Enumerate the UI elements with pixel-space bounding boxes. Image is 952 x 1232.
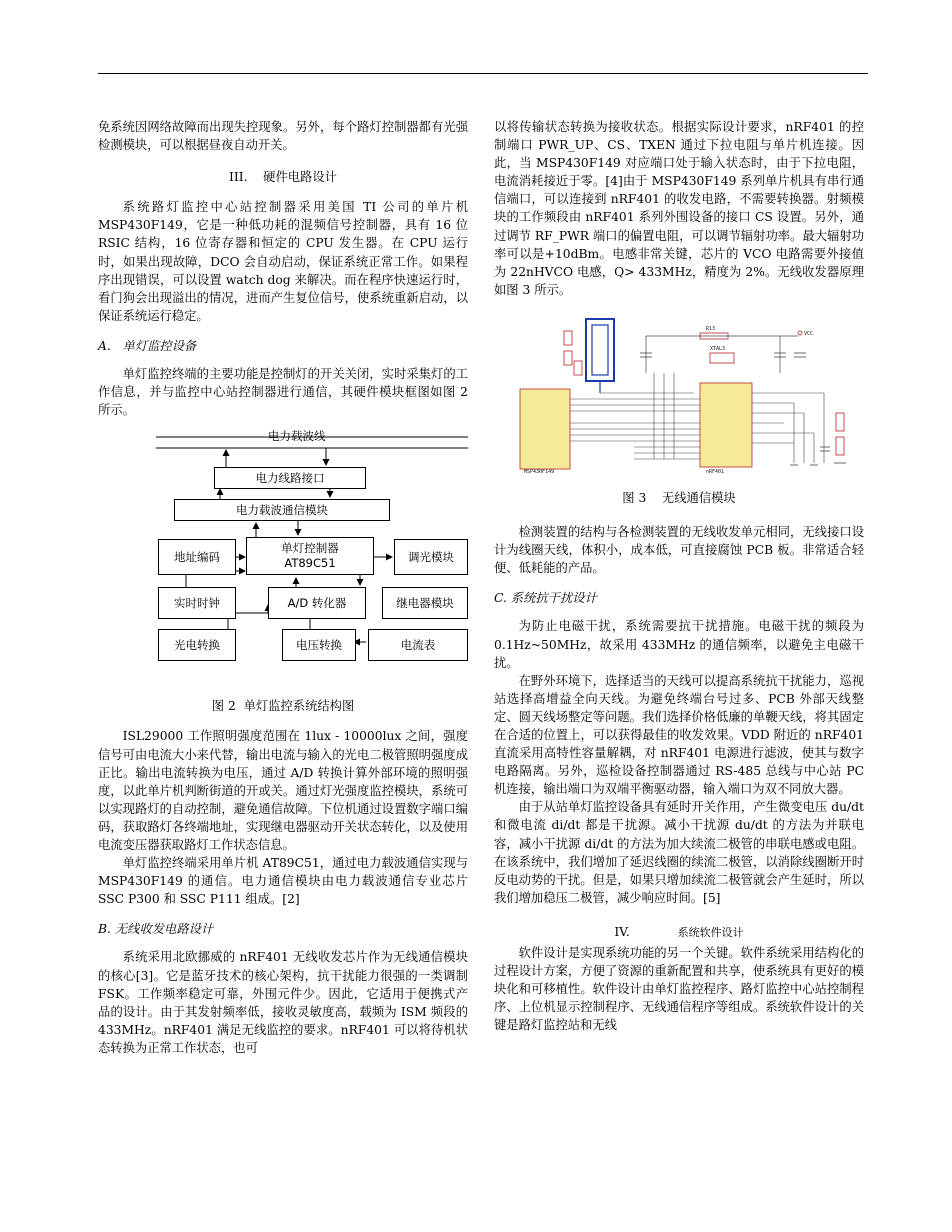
mcu-box xyxy=(246,537,374,575)
subsection-heading-a: A. 单灯监控设备 xyxy=(98,338,197,353)
right-column xyxy=(494,118,864,1034)
paragraph: 在野外环境下，选择适当的天线可以提高系统抗干扰能力，巡视站选择高增益全向天线。为避免终端台号过多、PCB 外部天线整定、圆天线场整定等问题。我们选择价格低廉的单鞭天线，将其固定在合适的位置上，可以获得最佳的收发效果。VDD 附近的 nRF401 直流采用高特性容量解耦，对 nRF401 电源进行滤波，使其与数字电路隔离。另外，巡检设备控制器通过 RS-485 总线与中心站 PC 机连接，输出端口为双端平衡驱动器，输入端口为双不同放大器。 xyxy=(494,673,864,797)
relay-box: 继电器模块 xyxy=(382,587,468,619)
paragraph: 单灯监控终端采用单片机 AT89C51，通过电力载波通信实现与 MSP430F149 的通信。电力通信模块由电力载波通信专业芯片 SSC P300 和 SSC P111 组成。[2] xyxy=(98,856,468,907)
photoelectric-box: 光电转换 xyxy=(158,629,236,661)
figure-3-schematic xyxy=(494,313,864,483)
mcu-part-label: MSP430F149 xyxy=(524,468,555,475)
chip-part-label: nRF401 xyxy=(706,468,725,475)
paragraph: 软件设计是实现系统功能的另一个关键。软件系统采用结构化的过程设计方案，方便了资源的重新配置和共享，使系统具有更好的模块化和可移植性。软件设计由单灯监控程序、路灯监控中心站控制程序、上位机显示控制程序、无线通信程序等组成。系统软件设计的关键是路灯监控站和无线 xyxy=(494,946,864,1033)
schematic-drawing xyxy=(494,313,864,483)
paragraph: ISL29000 工作照明强度范围在 1lux - 10000lux 之间，强度信号可由电流大小来代替，输出电流与输入的光电二极管照明强度成正比。输出电流转换为电压，通过 A/D 转换计算外部环境的照明强度，以此单片机判断街道的开或关。通过灯光强度监控模块，系统可以实现路灯的自动控制，避免通信故障。下位机通过设置数字端口编码，获取路灯各终端地址，实现继电器驱动开关状态转化，以及使用电流变压器获取路灯工作状态信息。 xyxy=(98,729,468,852)
paragraph: 系统路灯监控中心站控制器采用美国 TI 公司的单片机 MSP430F149，它是一种低功耗的混频信号控制器，具有 16 位 RSIC 结构，16 位寄存器和恒定的 CPU 发生器。在 CPU 运行时，如果出现故障，DCO 会自动启动，保证系统正常工作。如果程序出现错误，可以设置 watch dog 来解决。而在程序快速运行时，看门狗会出现溢出的情况，进而产生复位信号，使系统重新启动，以保证系统运行稳定。 xyxy=(98,200,468,323)
plc-module-box: 电力载波通信模块 xyxy=(174,499,390,521)
header-rule xyxy=(98,73,868,74)
figure-2-caption: 图 2 单灯监控系统结构图 xyxy=(211,699,355,714)
ammeter-box: 电流表 xyxy=(368,629,468,661)
paragraph: 单灯监控终端的主要功能是控制灯的开关关闭，实时采集灯的工作信息，并与监控中心站控制器进行通信，其硬件模块框图如图 2 所示。 xyxy=(98,367,468,418)
subsection-heading-c: C. 系统抗干扰设计 xyxy=(494,591,597,606)
paragraph: 以将传输状态转换为接收状态。根据实际设计要求，nRF401 的控制端口 PWR_UP、CS、TXEN 通过下拉电阻与单片机连接。因此，当 MSP430F149 对应端口处于输入状态时，由于下拉电阻，电流消耗接近于零。[4]由于 MSP430F149 系列单片机具有串行通信端口，可以连接到 nRF401 的收发电路，不需要转换器。射频模块的工作频段由 nRF401 系列外围设备的接口 CS 设置。另外，通过调节 RF_PWR 端口的偏置电阻，可以调节辐射功率。最大辐射功率可以是+10dBm。电感非常关键，芯片的 VCO 电路需要外接值为 22nHVCO 电感，Q> 433MHz，精度为 2%。无线收发器原理如图 3 所示。 xyxy=(494,120,864,297)
left-column xyxy=(98,118,468,1057)
voltage-conversion-box: 电压转换 xyxy=(282,629,356,661)
paragraph: 由于从站单灯监控设备具有延时开关作用，产生微变电压 du/dt 和微电流 di/dt 都是干扰源。减小干扰源 du/dt 的方法为并联电容，减小干扰源 di/dt 的方法为加大续流二极管的串联电感或电阻。在该系统中，我们增加了延迟线圈的续流二极管，以消除线圈断开时反电动势的干扰。但是，如果只增加续流二极管就会产生延时，所以我们增加稳压二极管，减少响应时间。[5] xyxy=(494,800,864,905)
address-encoding-box: 地址编码 xyxy=(158,539,236,575)
figure-3-caption: 图 3 无线通信模块 xyxy=(622,490,736,505)
section-title: 系统软件设计 xyxy=(677,925,744,939)
adc-box: A/D 转化器 xyxy=(268,587,366,619)
xtal-label: XTAL3 xyxy=(710,345,726,352)
dimmer-box: 调光模块 xyxy=(394,539,468,575)
section-heading-hardware: III. 硬件电路设计 xyxy=(229,170,337,185)
r13-label: R13 xyxy=(706,325,716,332)
paragraph: 免系统因网络故障而出现失控现象。另外，每个路灯控制器都有光强检测模块，可以根据昼夜自动开关。 xyxy=(98,120,468,153)
section-heading-software xyxy=(494,923,864,942)
vcc-label: VCC xyxy=(804,330,814,337)
paragraph: 检测装置的结构与各检测装置的无线收发单元相同，无线接口设计为线圈天线，体积小，成本低，可直接腐蚀 PCB 板。非常适合轻便、低耗能的产品。 xyxy=(494,525,864,576)
rtc-box: 实时时钟 xyxy=(158,587,236,619)
mcu-model: AT89C51 xyxy=(284,556,336,571)
mcu-label: 单灯控制器 xyxy=(281,541,339,556)
power-line-interface-box: 电力线路接口 xyxy=(214,467,366,489)
power-carrier-line-label: 电力载波线 xyxy=(268,429,326,444)
paragraph: 为防止电磁干扰，系统需要抗干扰措施。电磁干扰的频段为 0.1Hz~50MHz，故采用 433MHz 的通信频率，以避免主电磁干扰。 xyxy=(494,619,864,670)
subsection-heading-b: B. 无线收发电路设计 xyxy=(98,922,214,937)
figure-2-block-diagram xyxy=(98,429,468,691)
paragraph: 系统采用北欧挪威的 nRF401 无线收发芯片作为无线通信模块的核心[3]。它是蓝牙技术的核心架构，抗干扰能力很强的一类调制 FSK。工作频率稳定可靠，外围元件少。因此，它适用于便携式产品的设计。由于其发射频率低，接收灵敏度高，载频为 ISM 频段的 433MHz。nRF401 满足无线监控的要求。nRF401 可以将待机状态转换为正常工作状态，也可 xyxy=(98,950,468,1055)
section-number: IV. xyxy=(614,924,630,939)
